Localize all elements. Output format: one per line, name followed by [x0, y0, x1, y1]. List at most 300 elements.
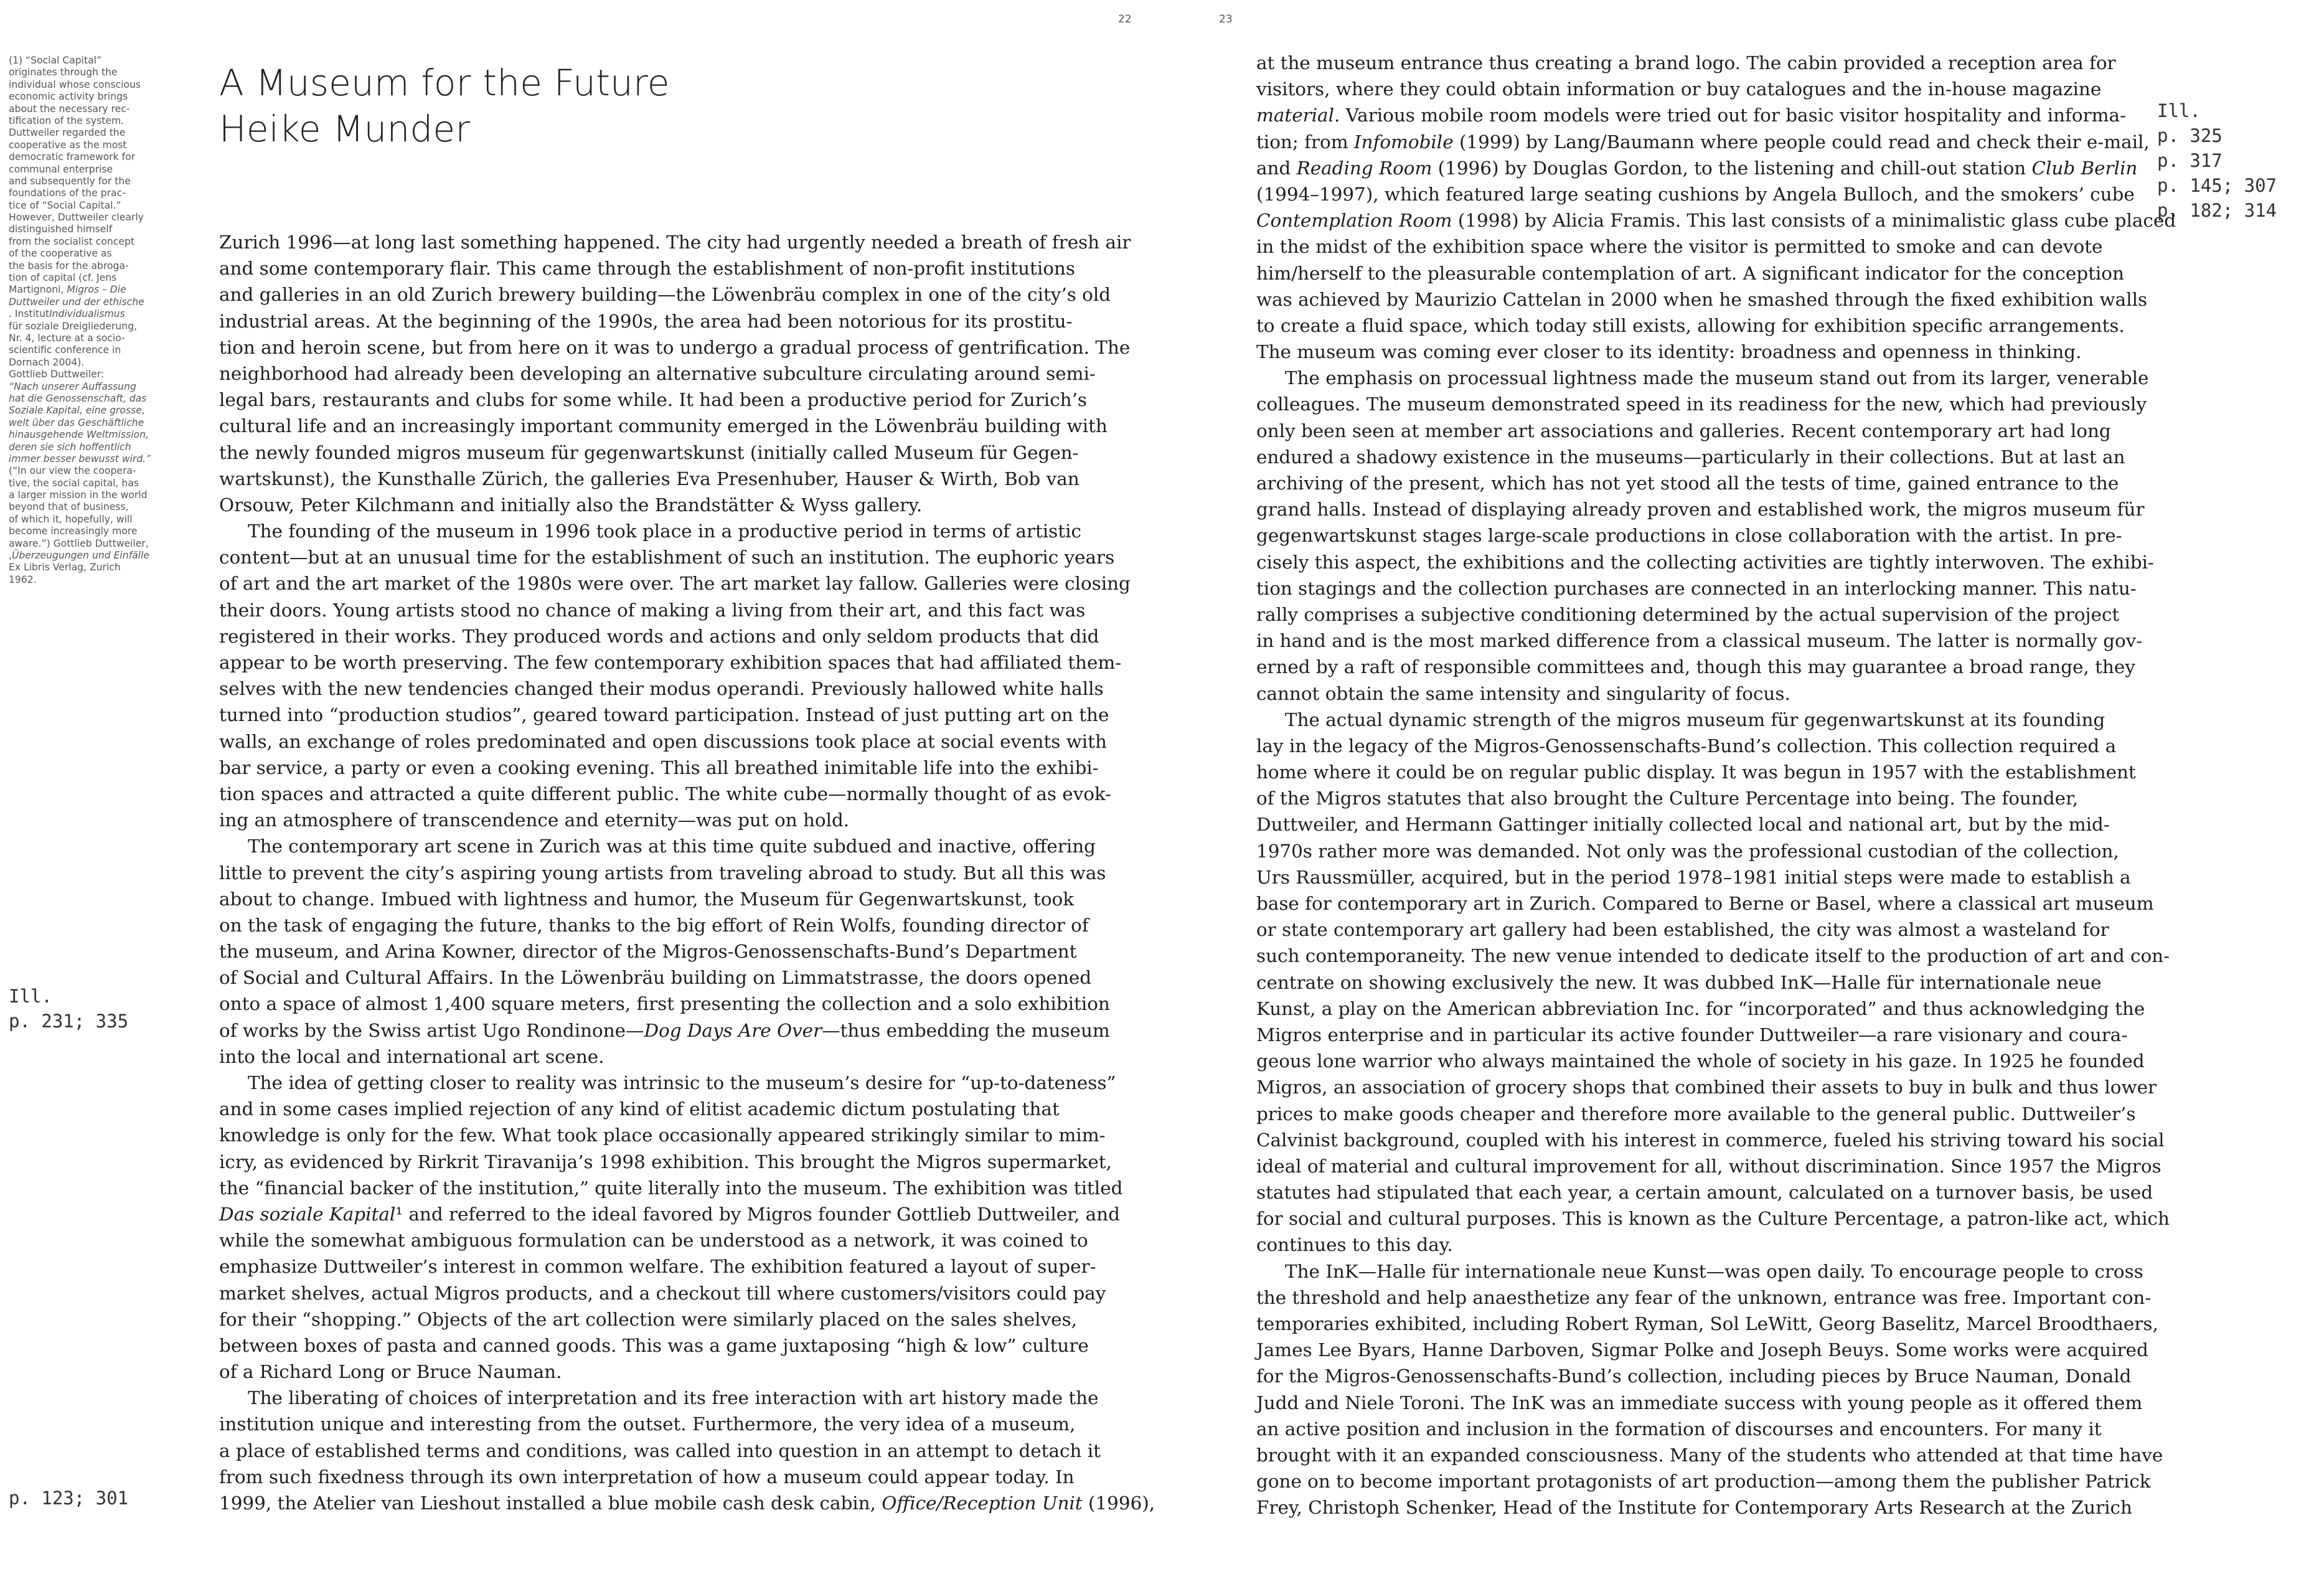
text-line — [219, 1490, 1155, 1516]
text-line — [219, 964, 1092, 991]
italic-span: Office/Reception Unit — [882, 1493, 1083, 1514]
text-line — [9, 526, 195, 537]
text-span: prices to make goods cheaper and therefore more available to the general public. Duttweiler’s — [1256, 1103, 2136, 1125]
text-span: rally comprises a subjective conditioning determined by the actual supervision of the project — [1256, 603, 2120, 625]
italic-span: “Nach unserer Auffassung — [9, 380, 136, 392]
text-line — [219, 334, 1131, 361]
text-line — [1256, 1258, 2143, 1285]
text-line — [219, 1253, 1096, 1280]
text-span: Duttweiler, and Hermann Gattinger initially collected local and national art, but by the mid- — [1256, 814, 2110, 836]
text-line — [9, 236, 195, 248]
text-span: , — [9, 550, 12, 562]
text-span: for their “shopping.” Objects of the art collection were similarly placed on the sales shelves, — [219, 1308, 1077, 1330]
text-span: such contemporaneity. The new venue intended to dedicate itself to the production of art and con- — [1256, 945, 2170, 967]
text-span: Gottlieb Duttweiler: — [9, 369, 105, 380]
text-line — [1256, 785, 2122, 811]
text-line: p. 145; 307 — [2157, 175, 2277, 196]
text-line — [9, 127, 195, 139]
text-span: The idea of getting closer to reality was intrinsic to the museum’s desire for “up-to-dateness” — [248, 1072, 1116, 1093]
text-line — [219, 544, 1115, 570]
text-line — [1256, 1285, 2152, 1311]
article-title — [219, 60, 670, 152]
text-span: and some contemporary flair. This came through the establishment of non-profit institutions — [219, 258, 1075, 280]
text-line — [1256, 1363, 2132, 1389]
text-span: tion; from — [1256, 131, 1354, 153]
text-line — [1256, 418, 2122, 444]
text-span: However, Duttweiler clearly — [9, 212, 144, 224]
text-span: bar service, a party or even a cooking evening. This all breathed inimitable life into the exhibi- — [219, 757, 1099, 778]
text-span: grand halls. Instead of displaying already proven and established work, the migros museum für — [1256, 499, 2145, 521]
text-span: Frey, Christoph Schenker, Head of the Institute for Contemporary Arts Research at the Zurich — [1256, 1497, 2132, 1519]
text-span: about the necessary rec- — [9, 103, 130, 115]
text-line — [9, 260, 195, 272]
text-line — [9, 357, 195, 369]
text-span: (1994–1997), which featured large seating cushions by Angela Bulloch, and the smokers’ cube — [1256, 183, 2135, 205]
text-span: the threshold and help anaesthetize any fear of the unknown, entrance was free. Important con- — [1256, 1286, 2152, 1308]
text-span: cultural life and an increasingly important community emerged in the Löwenbräu building with — [219, 415, 1108, 437]
text-span: between boxes of pasta and canned goods. This was a game juxtaposing “high & low” culture — [219, 1334, 1089, 1356]
text-line — [9, 272, 195, 284]
text-span: economic activity brings — [9, 91, 128, 103]
text-span: from the socialist concept — [9, 235, 134, 247]
text-line — [219, 1096, 1078, 1122]
text-line — [9, 417, 195, 429]
text-line — [1256, 102, 2126, 128]
text-line — [9, 55, 195, 67]
text-span: tion stagings and the collection purchases are connected in an interlocking manner. This natu- — [1256, 577, 2137, 599]
italic-span: hat die Genossenschaft, das — [9, 392, 147, 404]
text-span: The museum was coming ever closer to its identity: broadness and openness in thinking. — [1256, 341, 2082, 363]
text-line — [9, 478, 195, 489]
italic-span: Club Berlin — [2031, 157, 2138, 179]
text-span: originates through the — [9, 67, 118, 78]
text-line — [9, 248, 195, 260]
text-span: turned into “production studios”, geared toward participation. Instead of just putting art on the — [219, 704, 1109, 726]
text-span: legal bars, restaurants and clubs for some while. It had been a productive period for Zurich’s — [219, 389, 1088, 411]
text-line — [219, 1175, 1123, 1201]
text-line — [1256, 470, 2122, 496]
text-span: (1998) by Alicia Framis. This last consists of a minimalistic glass cube placed — [1452, 210, 2176, 232]
text-line — [1256, 233, 2122, 260]
text-span: only been seen at member art associations and galleries. Recent contemporary art had long — [1256, 420, 2111, 441]
text-line — [219, 387, 1088, 413]
text-span: industrial areas. At the beginning of the 1990s, the area had been notorious for its prostitu- — [219, 310, 1073, 332]
italic-span: Infomobile — [1353, 131, 1454, 153]
text-span: of which it, hopefully, will — [9, 513, 133, 525]
text-span: —thus embedding the museum — [822, 1019, 1110, 1041]
text-span: or state contemporary art gallery had been established, the city was almost a wasteland for — [1256, 919, 2109, 941]
text-span: at the museum entrance thus creating a brand logo. The cabin provided a reception area for — [1256, 52, 2116, 73]
text-line — [219, 1070, 1116, 1096]
text-span: the “financial backer of the institution,” quite literally into the museum. The exhibition was titled — [219, 1177, 1123, 1199]
text-span: Ex Libris Verlag, Zurich — [9, 562, 121, 573]
text-line — [1256, 1048, 2145, 1074]
text-line — [219, 1332, 1089, 1359]
text-span: Orsouw, Peter Kilchmann and initially also the Brandstätter & Wyss gallery. — [219, 494, 923, 516]
text-line — [219, 649, 1122, 676]
italic-span: Migros – Die — [67, 284, 126, 296]
text-line — [9, 224, 195, 235]
text-span: little to prevent the city’s aspiring young artists from traveling abroad to study. But all this was — [219, 862, 1106, 884]
text-line — [9, 151, 195, 163]
text-span: . Various mobile room models were tried out for basic visitor hospitality and informa- — [1334, 105, 2126, 126]
text-span: cannot obtain the same intensity and singularity of focus. — [1256, 682, 1790, 704]
text-line — [9, 489, 195, 501]
italic-span: Individualismus — [49, 308, 125, 320]
body-column-left — [219, 229, 1155, 1516]
text-line — [9, 501, 195, 513]
text-line — [9, 381, 195, 393]
italic-span: Überzeugungen und Einfälle — [11, 550, 149, 562]
text-span: geous lone warrior who always maintained the whole of society in his gaze. In 1925 he founded — [1256, 1050, 2145, 1072]
text-span: endured a shadowy existence in the museums—particularly in their collections. But at last an — [1256, 446, 2125, 468]
text-line — [9, 200, 195, 212]
text-line — [9, 405, 195, 417]
text-line — [219, 1385, 1099, 1411]
text-line — [1256, 50, 2122, 76]
text-line — [1256, 286, 2148, 313]
text-line — [1256, 707, 2122, 733]
text-line — [219, 1201, 1120, 1227]
text-line — [1256, 996, 2145, 1022]
text-span: emphasize Duttweiler’s interest in common welfare. The exhibition featured a layout of super- — [219, 1256, 1096, 1278]
text-span: home where it could be on regular public display. It was begun in 1957 with the establishment — [1256, 762, 2136, 783]
text-line — [219, 518, 1081, 544]
text-line — [1256, 365, 2149, 391]
text-span: onto a space of almost 1,400 square meters, first presenting the collection and a solo exhibition — [219, 993, 1110, 1015]
text-line — [219, 308, 1078, 334]
italic-span: hinausgehende Weltmission, — [9, 429, 149, 441]
text-span: The InK—Halle für internationale neue Kunst—was open daily. To encourage people to cross — [1285, 1260, 2143, 1282]
italic-span: Duttweiler und der ethische — [9, 296, 144, 308]
text-span: The founding of the museum in 1996 took place in a productive period in terms of artistic — [248, 521, 1081, 542]
text-line — [219, 1464, 1078, 1490]
text-line — [9, 284, 195, 296]
text-line — [1256, 549, 2154, 575]
text-line — [9, 103, 195, 115]
text-span: gegenwartskunst stages large-scale productions in close collaboration with the artist. In pre- — [1256, 525, 2122, 547]
text-line — [9, 465, 195, 477]
text-line — [219, 860, 1106, 886]
body-column-right — [1256, 50, 2176, 1521]
text-line — [219, 755, 1099, 781]
text-line — [219, 1227, 1088, 1253]
text-span: icry, as evidenced by Rirkrit Tiravanija’s 1998 exhibition. This brought the Migros supermarket, — [219, 1151, 1112, 1172]
text-line — [1256, 1022, 2128, 1048]
text-span: Kunst, a play on the American abbreviation Inc. for “incorporated” and thus acknowledging the — [1256, 997, 2145, 1019]
text-line — [9, 550, 195, 562]
text-line — [1256, 313, 2125, 339]
text-line — [9, 344, 195, 356]
text-span: The liberating of choices of interpretation and its free interaction with art history made the — [248, 1387, 1099, 1409]
text-line — [9, 139, 195, 151]
italic-span: welt über das Geschäftliche — [9, 417, 144, 428]
text-span: aware.”) Gottlieb Duttweiler, — [9, 537, 149, 549]
text-span: erned by a raft of responsible committees and, though this may guarantee a broad range, they — [1256, 656, 2135, 678]
text-line — [1256, 759, 2136, 785]
text-line — [219, 1306, 1078, 1332]
text-line — [219, 413, 1108, 439]
text-line — [9, 369, 195, 380]
italic-span: Contemplation Room — [1256, 210, 1452, 232]
text-span: of the cooperative as — [9, 248, 112, 260]
text-span: Urs Raussmüller, acquired, but in the period 1978–1981 initial steps were made to establish a — [1256, 866, 2131, 888]
text-line — [1256, 391, 2147, 417]
text-line: Ill. — [2157, 100, 2201, 121]
text-span: centrate on showing exclusively the new. It was dubbed InK—Halle für internationale neue — [1256, 971, 2102, 993]
text-span: into the local and international art scene. — [219, 1045, 605, 1067]
text-line: p. 317 — [2157, 150, 2223, 171]
text-line — [1256, 522, 2122, 549]
text-span: ¹ and referred to the ideal favored by Migros founder Gottlieb Duttweiler, and — [395, 1203, 1120, 1225]
text-span: of works by the Swiss artist Ugo Rondinone— — [219, 1019, 644, 1041]
italic-span: Das soziale Kapital — [219, 1203, 396, 1225]
text-line — [1256, 1442, 2163, 1468]
text-span: while the somewhat ambiguous formulation can be understood as a network, it was coined to — [219, 1230, 1088, 1252]
text-line — [9, 514, 195, 526]
text-line — [219, 1149, 1112, 1175]
text-span: ing an atmosphere of transcendence and eternity—was put on hold. — [219, 809, 850, 831]
text-span: tice of “Social Capital.” — [9, 199, 121, 211]
text-line — [9, 441, 195, 453]
italic-span: immer besser bewusst wird.” — [9, 453, 151, 465]
text-line — [219, 440, 1078, 466]
text-line — [9, 562, 195, 573]
text-span: become increasingly more — [9, 526, 138, 537]
text-line — [9, 453, 195, 465]
text-span: tive, the social capital, has — [9, 477, 139, 489]
text-line: Ill. — [9, 986, 52, 1007]
text-span: James Lee Byars, Hanne Darboven, Sigmar Polke and Joseph Beuys. Some works were acquired — [1256, 1339, 2148, 1361]
text-line — [219, 1044, 1078, 1070]
text-span: selves with the new tendencies changed their modus operandi. Previously hallowed white halls — [219, 678, 1104, 700]
text-line — [219, 702, 1109, 728]
text-line — [9, 79, 195, 91]
text-span: from such fixedness through its own interpretation of how a museum could appear today. In — [219, 1466, 1075, 1488]
text-span: the newly founded migros museum für gegenwartskunst (initially called Museum für Gegen- — [219, 441, 1079, 463]
text-span: Dornach 2004). — [9, 356, 85, 368]
text-line — [9, 91, 195, 103]
text-span: tion and heroin scene, but from here on it was to undergo a gradual process of gentrification. The — [219, 336, 1131, 358]
text-line — [219, 229, 1131, 255]
text-span: for the Migros-Genossenschafts-Bund’s collection, including pieces by Bruce Nauman, Donald — [1256, 1365, 2132, 1387]
text-span: a larger mission in the world — [9, 489, 148, 501]
text-span: Nr. 4, lecture at a socio- — [9, 332, 125, 344]
text-line — [219, 938, 1078, 964]
text-line — [9, 212, 195, 224]
illustration-ref-left-2 — [9, 1486, 128, 1511]
text-span: institution unique and interesting from the outset. Furthermore, the very idea of a museum, — [219, 1413, 1076, 1435]
text-span: 1970s rather more was demanded. Not only was the professional custodian of the collection, — [1256, 840, 2119, 862]
text-line — [1256, 1416, 2122, 1442]
text-span: colleagues. The museum demonstrated speed in its readiness for the new, which had previously — [1256, 394, 2147, 415]
text-line — [9, 296, 195, 308]
text-span: base for contemporary art in Zurich. Compared to Berne or Basel, where a classical art museum — [1256, 893, 2154, 914]
text-span: wartskunst), the Kunsthalle Zürich, the galleries Eva Presenhuber, Hauser & Wirth, Bob van — [219, 468, 1080, 489]
text-span: Duttweiler regarded the — [9, 127, 126, 139]
text-line — [1256, 1232, 2122, 1258]
text-span: brought with it an expanded consciousness. Many of the students who attended at that time have — [1256, 1444, 2163, 1466]
text-line — [1256, 339, 2122, 365]
text-span: knowledge is only for the few. What took place occasionally appeared strikingly similar to mim- — [219, 1125, 1106, 1146]
text-line — [1256, 1337, 2148, 1363]
text-span: to create a fluid space, which today still exists, allowing for exhibition specific arrangements. — [1256, 314, 2125, 336]
text-span: walls, an exchange of roles predominated and open discussions took place at social events with — [219, 730, 1107, 752]
text-line — [1256, 917, 2122, 943]
text-line — [219, 781, 1112, 807]
text-line — [219, 1359, 1078, 1385]
text-line — [219, 676, 1104, 702]
text-line — [1256, 811, 2122, 837]
text-span: scientific conference in — [9, 344, 121, 356]
text-line — [1256, 1390, 2143, 1416]
page-number-right: 23 — [1219, 13, 1233, 26]
text-span: cisely this aspect, the exhibitions and the collecting activities are tightly interwoven. The exhibi- — [1256, 551, 2154, 573]
text-span: about to change. Imbued with lightness and humor, the Museum für Gegenwartskunst, took — [219, 888, 1075, 910]
text-line — [1256, 1074, 2157, 1100]
text-line — [219, 1438, 1101, 1464]
text-span: (1999) by Lang/Baumann where people could read and check their e-mail, — [1453, 131, 2150, 153]
text-line — [1256, 838, 2122, 864]
text-line — [219, 807, 1078, 833]
text-span: The contemporary art scene in Zurich was at this time quite subdued and inactive, offering — [248, 836, 1096, 857]
text-span: statutes had stipulated that each year, a certain amount, calculated on a turnover basis, be used — [1256, 1182, 2153, 1204]
text-span: visitors, where they could obtain information or buy catalogues and the in-house magazine — [1256, 78, 2102, 100]
text-line — [9, 115, 195, 127]
text-span: foundations of the prac- — [9, 187, 126, 199]
text-line — [219, 281, 1111, 308]
text-span: and — [1256, 157, 1297, 179]
text-span: content—but at an unusual time for the establishment of such an institution. The euphoric years — [219, 547, 1115, 568]
text-line — [9, 308, 195, 320]
text-span: (1) “Social Capital” — [9, 55, 102, 66]
text-span: tion of capital (cf. Jens — [9, 272, 117, 284]
text-span: of a Richard Long or Bruce Nauman. — [219, 1361, 562, 1383]
text-span: 1962. — [9, 573, 37, 585]
illustration-ref-left-1 — [9, 984, 128, 1034]
text-line — [219, 1122, 1106, 1148]
text-line — [219, 833, 1096, 859]
text-line — [9, 321, 195, 332]
text-line — [219, 255, 1078, 281]
text-span: distinguished himself — [9, 224, 113, 235]
text-line — [219, 1411, 1078, 1437]
text-line — [1256, 628, 2143, 654]
text-span: (“In our view the coopera- — [9, 465, 136, 477]
text-span: an active position and inclusion in the formation of discourses and encounters. For many it — [1256, 1418, 2102, 1440]
text-line — [1256, 1205, 2170, 1232]
text-line — [9, 393, 195, 405]
text-line — [1256, 654, 2135, 680]
text-span: lay in the legacy of the Migros-Genossenschafts-Bund’s collection. This collection required a — [1256, 735, 2117, 757]
text-span: a place of established terms and conditions, was called into question in an attempt to detach it — [219, 1440, 1101, 1461]
text-span: their doors. Young artists stood no chance of making a living from their art, and this fact was — [219, 599, 1086, 621]
text-span: Migros, an association of grocery shops that combined their assets to buy in bulk and thus lower — [1256, 1077, 2157, 1098]
text-line — [1256, 1101, 2136, 1127]
text-line — [219, 886, 1078, 912]
text-span: and galleries in an old Zurich brewery building—the Löwenbräu complex in one of the city’s old — [219, 284, 1111, 306]
text-line — [219, 492, 1078, 518]
text-line — [1256, 733, 2122, 759]
text-line — [219, 1280, 1106, 1306]
italic-span: deren sie sich hoffentlich — [9, 441, 131, 453]
text-span: appear to be worth preserving. The few contemporary exhibition spaces that had affiliated them- — [219, 652, 1122, 673]
text-line — [9, 538, 195, 550]
footnote — [9, 55, 195, 586]
text-line — [219, 729, 1107, 755]
illustration-ref-right — [2157, 98, 2277, 223]
text-line — [1256, 76, 2122, 102]
text-line: Heike Munder — [219, 108, 471, 150]
text-line — [1256, 575, 2137, 601]
text-span: für soziale Dreigliederung, — [9, 320, 138, 332]
text-span: Migros enterprise and in particular its active founder Duttweiler—a rare visionary and coura- — [1256, 1024, 2128, 1045]
text-line — [1256, 969, 2122, 996]
text-span: gone on to become important protagonists of art production—among them the publisher Patrick — [1256, 1471, 2151, 1493]
text-span: of the Migros statutes that also brought the Culture Percentage into being. The founder, — [1256, 788, 2079, 809]
text-line — [219, 912, 1089, 938]
text-span: the basis for the abroga- — [9, 260, 129, 271]
text-line — [219, 597, 1086, 623]
text-span: The actual dynamic strength of the migros museum für gegenwartskunst at its founding — [1285, 709, 2105, 730]
italic-span: Reading Room — [1296, 157, 1433, 179]
text-span: beyond that of business, — [9, 501, 129, 513]
text-span: for social and cultural purposes. This is known as the Culture Percentage, a patron-like act, which — [1256, 1208, 2170, 1230]
text-line — [219, 361, 1096, 387]
text-line — [1256, 1179, 2153, 1205]
text-span: communal enterprise — [9, 163, 113, 175]
italic-span: material — [1256, 105, 1334, 126]
text-span: was achieved by Maurizio Cattelan in 2000 when he smashed through the fixed exhibition walls — [1256, 288, 2148, 310]
text-line — [1256, 260, 2122, 286]
text-line — [1256, 864, 2131, 890]
text-line — [219, 466, 1078, 492]
text-line: p. 231; 335 — [9, 1011, 129, 1032]
text-span: . Institut — [9, 308, 50, 320]
text-line — [1256, 890, 2154, 917]
text-span: continues to this day. — [1256, 1234, 1453, 1256]
text-span: (1996) by Douglas Gordon, to the listening and chill-out station — [1432, 157, 2032, 179]
italic-span: Soziale Kapital, eine grosse, — [9, 405, 145, 417]
text-line: A Museum for the Future — [219, 62, 670, 104]
text-span: 1999, the Atelier van Lieshout installed a blue mobile cash desk cabin, — [219, 1493, 882, 1514]
text-span: in the midst of the exhibition space where the visitor is permitted to smoke and can devote — [1256, 236, 2103, 258]
text-line — [1256, 129, 2150, 155]
text-line — [9, 187, 195, 199]
text-line — [1256, 1153, 2162, 1179]
text-span: Judd and Niele Toroni. The InK was an immediate success with young people as it offered them — [1256, 1392, 2143, 1413]
text-line — [1256, 155, 2138, 181]
text-line — [1256, 207, 2176, 233]
text-span: tification of the system. — [9, 115, 125, 126]
text-line — [9, 332, 195, 344]
text-span: him/herself to the pleasurable contemplation of art. A significant indicator for the conception — [1256, 262, 2124, 284]
text-span: democratic framework for — [9, 151, 136, 163]
text-line — [1256, 1468, 2151, 1494]
text-line — [1256, 681, 2122, 707]
text-line — [1256, 1127, 2165, 1153]
text-line — [1256, 181, 2135, 207]
text-line — [219, 991, 1110, 1017]
text-line — [219, 623, 1099, 649]
text-span: tion spaces and attracted a quite different public. The white cube—normally thought of as evok- — [219, 783, 1112, 804]
text-span: and subsequently for the — [9, 175, 131, 187]
text-line — [9, 429, 195, 441]
text-span: registered in their works. They produced words and actions and only seldom products that did — [219, 625, 1099, 647]
text-line — [1256, 1311, 2158, 1337]
text-span: The emphasis on processual lightness made the museum stand out from its larger, venerable — [1285, 367, 2149, 389]
italic-span: Dog Days Are Over — [644, 1019, 822, 1041]
